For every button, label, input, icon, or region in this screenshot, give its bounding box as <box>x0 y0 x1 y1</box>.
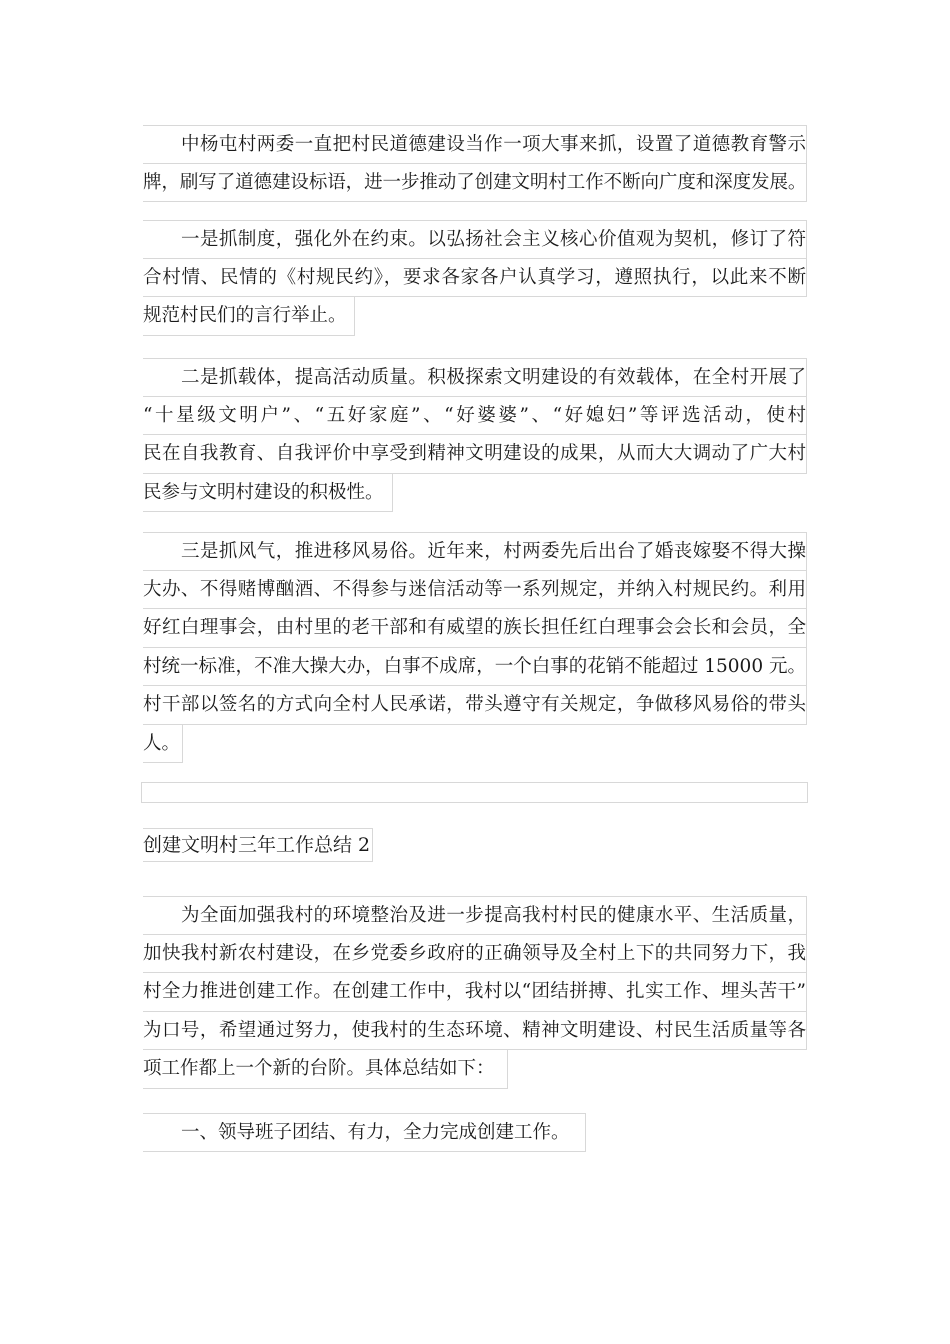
text-line: 一、领导班子团结、有力，全力完成创建工作。 <box>143 1113 586 1152</box>
text-line: 民在自我教育、自我评价中享受到精神文明建设的成果，从而大大调动了广大村 <box>143 435 807 474</box>
text-line: 村统一标准，不准大操大办，白事不成席，一个白事的花销不能超过 15000 元。 <box>143 648 807 687</box>
section-heading: 创建文明村三年工作总结 2 <box>143 828 373 862</box>
text-line: 村干部以签名的方式向全村人民承诺，带头遵守有关规定，争做移风易俗的带头 <box>143 686 807 725</box>
text-line: 大办、不得赌博酗酒、不得参与迷信活动等一系列规定，并纳入村规民约。利用 <box>143 571 807 610</box>
text-line: 规范村民们的言行举止。 <box>143 297 355 336</box>
text-line: 牌，刷写了道德建设标语，进一步推动了创建文明村工作不断向广度和深度发展。 <box>143 164 807 203</box>
paragraph-intro <box>143 125 807 202</box>
text-line: 为全面加强我村的环境整治及进一步提高我村村民的健康水平、生活质量， <box>143 896 807 935</box>
text-line: 三是抓风气，推进移风易俗。近年来，村两委先后出台了婚丧嫁娶不得大操 <box>143 532 807 571</box>
text-line: 二是抓载体，提高活动质量。积极探索文明建设的有效载体，在全村开展了 <box>143 358 807 397</box>
paragraph-leadership <box>143 1113 807 1152</box>
text-line: 加快我村新农村建设，在乡党委乡政府的正确领导及全村上下的共同努力下，我 <box>143 935 807 974</box>
text-line: 合村情、民情的《村规民约》，要求各家各户认真学习，遵照执行，以此来不断 <box>143 259 807 298</box>
text-line: 好红白理事会，由村里的老干部和有威望的族长担任红白理事会会长和会员，全 <box>143 609 807 648</box>
text-line: 人。 <box>143 725 183 764</box>
text-line: 村全力推进创建工作。在创建工作中，我村以“团结拼搏、扎实工作、埋头苦干” <box>143 973 807 1012</box>
text-line: 民参与文明村建设的积极性。 <box>143 474 393 513</box>
text-line: 为口号，希望通过努力，使我村的生态环境、精神文明建设、村民生活质量等各 <box>143 1012 807 1051</box>
text-line: 中杨屯村两委一直把村民道德建设当作一项大事来抓，设置了道德教育警示 <box>143 125 807 164</box>
blank-separator <box>141 782 808 803</box>
text-line: 项工作都上一个新的台阶。具体总结如下： <box>143 1050 508 1089</box>
text-line: 一是抓制度，强化外在约束。以弘扬社会主义核心价值观为契机，修订了符 <box>143 220 807 259</box>
paragraph-system <box>143 220 807 336</box>
paragraph-summary-intro <box>143 896 807 1089</box>
paragraph-carrier <box>143 358 807 512</box>
paragraph-customs <box>143 532 807 763</box>
text-line: “十星级文明户”、“五好家庭”、“好婆婆”、“好媳妇”等评选活动，使村 <box>143 397 807 436</box>
